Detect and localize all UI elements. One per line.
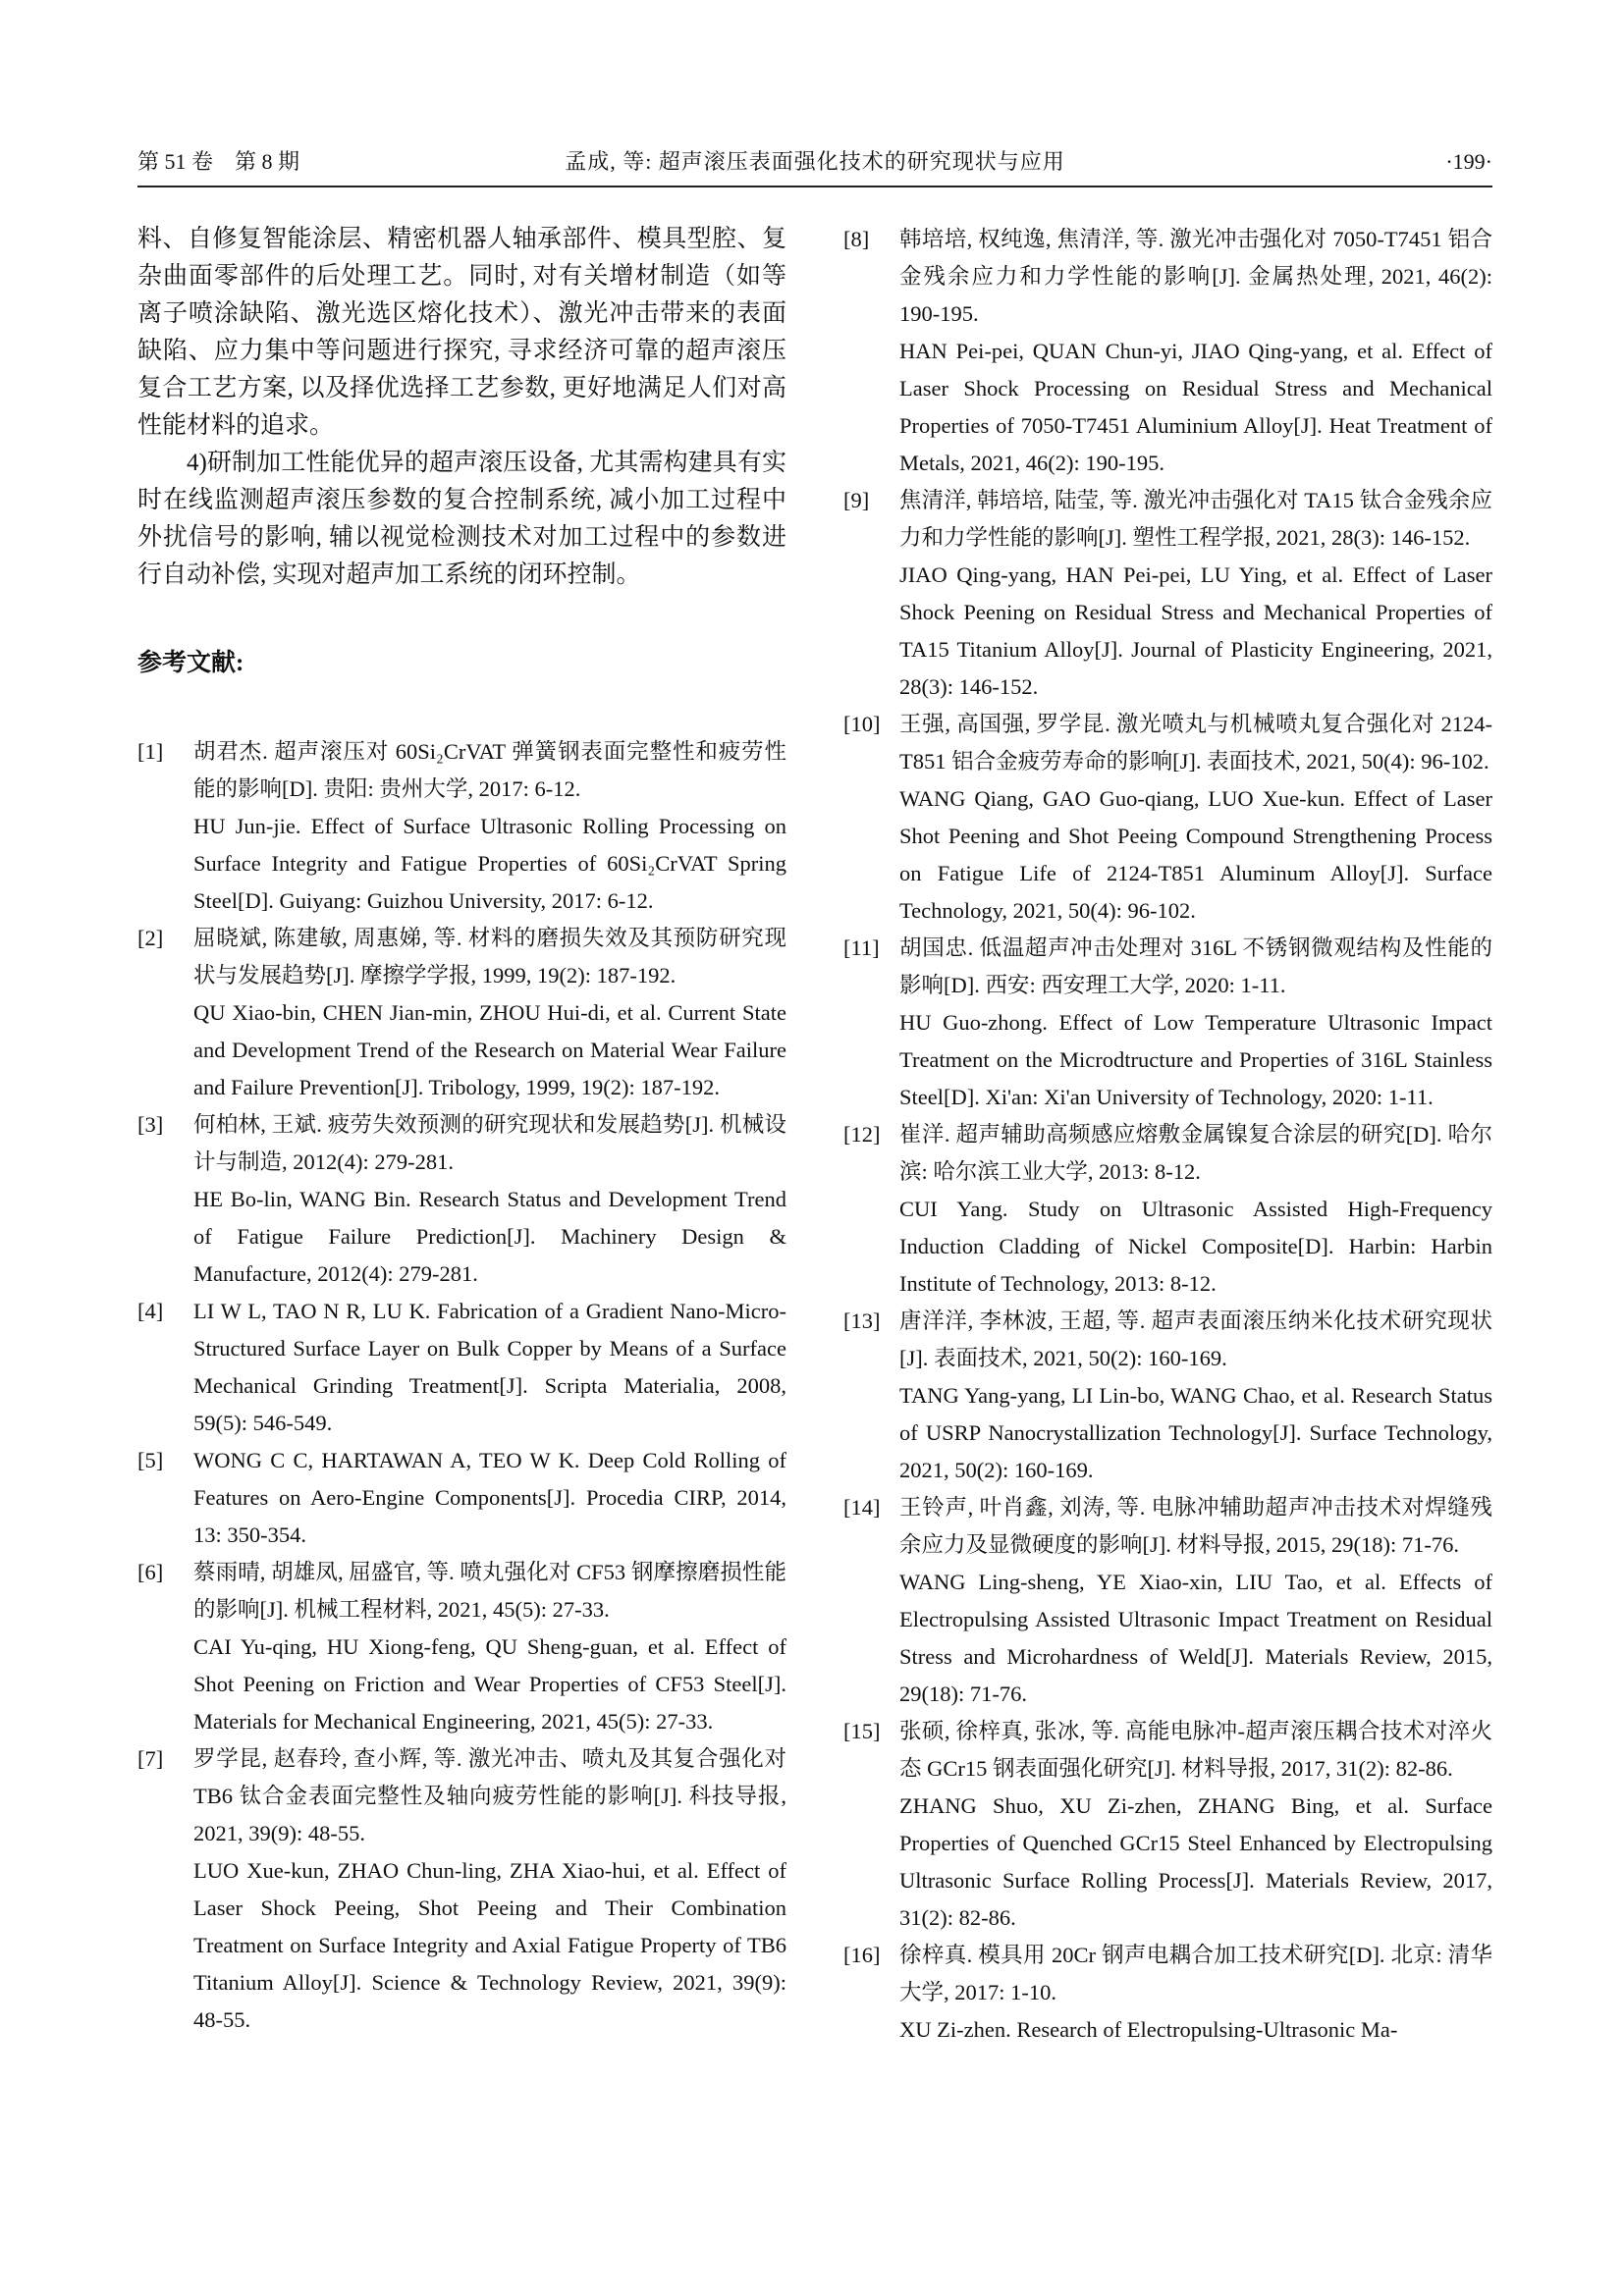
reference-text: 王强, 高国强, 罗学昆. 激光喷丸与机械喷丸复合强化对 2124-T851 铝合金疲劳寿命的影响[J]. 表面技术, 2021, 50(4): 96-102. [899,712,1492,774]
reference-number: [1] [137,739,164,764]
reference-number: [7] [137,1746,164,1771]
reference-text: WANG Qiang, GAO Guo-qiang, LUO Xue-kun. Effect of Laser Shot Peening and Shot Peeing Compound Strengthening Process on Fatigue Life of 2124-T851 Aluminum Alloy[J]. Surface Technology, 2021, 50(4): 96-102. [899,786,1492,923]
reference-text: HE Bo-lin, WANG Bin. Research Status and Development Trend of Fatigue Failure Prediction[J]. Machinery Design & Manufacture, 2012(4): 279-281. [193,1187,786,1286]
reference-number: [14] [843,1495,881,1520]
reference-number: [4] [137,1299,164,1323]
body-paragraph-continued: 料、自修复智能涂层、精密机器人轴承部件、模具型腔、复杂曲面零部件的后处理工艺。同时, 对有关增材制造（如等离子喷涂缺陷、激光选区熔化技术）、激光冲击带来的表面缺陷、应力集中等问题进行探究, 寻求经济可靠的超声滚压复合工艺方案, 以及择优选择工艺参数, 更好地满足人们对高性能材料的追求。 [137,226,786,439]
reference-number: [2] [137,926,164,950]
reference-number: [10] [843,712,881,736]
reference-text: LI W L, TAO N R, LU K. Fabrication of a Gradient Nano-Micro-Structured Surface Layer on Bulk Copper by Means of a Surface Mechanical Grinding Treatment[J]. Scripta Materialia, 2008, 59(5): 546-549. [193,1299,786,1435]
journal-issue: 第 51 卷 第 8 期 [137,149,300,174]
reference-number: [5] [137,1448,164,1472]
reference-number: [13] [843,1308,881,1333]
reference-item [843,1303,1492,1489]
reference-text: HU Jun-jie. Effect of Surface Ultrasonic Rolling Processing on Surface Integrity and Fatigue Properties of 60Si₂CrVAT Spring Steel[D]. Guiyang: Guizhou University, 2017: 6-12. [193,814,786,913]
reference-text: 唐洋洋, 李林波, 王超, 等. 超声表面滚压纳米化技术研究现状[J]. 表面技术, 2021, 50(2): 160-169. [899,1308,1492,1370]
reference-item [137,1554,786,1740]
reference-text: 崔洋. 超声辅助高频感应熔敷金属镍复合涂层的研究[D]. 哈尔滨: 哈尔滨工业大学, 2013: 8-12. [899,1122,1492,1184]
two-column-layout [137,221,1492,2049]
reference-number: [16] [843,1943,881,1967]
reference-text: 王铃声, 叶肖鑫, 刘涛, 等. 电脉冲辅助超声冲击技术对焊缝残余应力及显微硬度的影响[J]. 材料导报, 2015, 29(18): 71-76. [899,1495,1492,1557]
reference-text: HAN Pei-pei, QUAN Chun-yi, JIAO Qing-yang, et al. Effect of Laser Shock Processing on Residual Stress and Mechanical Properties of 7050-T7451 Aluminium Alloy[J]. Heat Treatment of Metals, 2021, 46(2): 190-195. [899,339,1492,475]
page-header [137,145,1492,187]
reference-text: 罗学昆, 赵春玲, 查小辉, 等. 激光冲击、喷丸及其复合强化对 TB6 钛合金表面完整性及轴向疲劳性能的影响[J]. 科技导报, 2021, 39(9): 48-55. [193,1746,786,1845]
reference-number: [12] [843,1122,881,1147]
reference-item [137,1106,786,1293]
right-column [843,221,1492,2049]
reference-item [843,706,1492,930]
reference-text: 张硕, 徐梓真, 张冰, 等. 高能电脉冲-超声滚压耦合技术对淬火态 GCr15 钢表面强化研究[J]. 材料导报, 2017, 31(2): 82-86. [899,1719,1492,1781]
reference-text: ZHANG Shuo, XU Zi-zhen, ZHANG Bing, et al. Surface Properties of Quenched GCr15 Steel Enhanced by Electropulsing Ultrasonic Surface Rolling Process[J]. Materials Review, 2017, 31(2): 82-86. [899,1793,1492,1930]
reference-text: 胡国忠. 低温超声冲击处理对 316L 不锈钢微观结构及性能的影响[D]. 西安: 西安理工大学, 2020: 1-11. [899,935,1492,997]
references-heading: 参考文献: [137,650,244,676]
reference-number: [8] [843,227,870,251]
reference-text: HU Guo-zhong. Effect of Low Temperature Ultrasonic Impact Treatment on the Microdtructure and Properties of 316L Stainless Steel[D]. Xi'an: Xi'an University of Technology, 2020: 1-11. [899,1010,1492,1109]
body-paragraph-item4: 4)研制加工性能优异的超声滚压设备, 尤其需构建具有实时在线监测超声滚压参数的复合控制系统, 减小加工过程中外扰信号的影响, 辅以视觉检测技术对加工过程中的参数进行自动补偿, 实现对超声加工系统的闭环控制。 [137,450,786,588]
reference-text: WONG C C, HARTAWAN A, TEO W K. Deep Cold Rolling of Features on Aero-Engine Components[J]. Procedia CIRP, 2014, 13: 350-354. [193,1448,786,1547]
reference-number: [11] [843,935,880,960]
reference-text: 焦清洋, 韩培培, 陆莹, 等. 激光冲击强化对 TA15 钛合金残余应力和力学性能的影响[J]. 塑性工程学报, 2021, 28(3): 146-152. [899,488,1492,550]
reference-item [137,1740,786,2039]
reference-text: LUO Xue-kun, ZHAO Chun-ling, ZHA Xiao-hui, et al. Effect of Laser Shock Peeing, Shot Peeing and Their Combination Treatment on Surface Integrity and Axial Fatigue Property of TB6 Titanium Alloy[J]. Science & Technology Review, 2021, 39(9): 48-55. [193,1858,786,2032]
reference-item [843,930,1492,1116]
reference-number: [3] [137,1112,164,1137]
references-list-right [843,221,1492,2049]
reference-text: 屈晓斌, 陈建敏, 周惠娣, 等. 材料的磨损失效及其预防研究现状与发展趋势[J]. 摩擦学学报, 1999, 19(2): 187-192. [193,926,786,988]
reference-text: XU Zi-zhen. Research of Electropulsing-Ultrasonic Ma- [899,2017,1398,2042]
reference-item [843,1489,1492,1713]
reference-number: [15] [843,1719,881,1743]
reference-text: 胡君杰. 超声滚压对 60Si₂CrVAT 弹簧钢表面完整性和疲劳性能的影响[D]. 贵阳: 贵州大学, 2017: 6-12. [193,739,786,801]
reference-item [843,221,1492,482]
references-list-left [137,733,786,2039]
reference-text: WANG Ling-sheng, YE Xiao-xin, LIU Tao, et al. Effects of Electropulsing Assisted Ultrasonic Impact Treatment on Residual Stress and Microhardness of Weld[J]. Materials Review, 2015, 29(18): 71-76. [899,1570,1492,1706]
reference-number: [6] [137,1560,164,1584]
reference-text: CUI Yang. Study on Ultrasonic Assisted High-Frequency Induction Cladding of Nickel Composite[D]. Harbin: Harbin Institute of Technology, 2013: 8-12. [899,1197,1492,1296]
left-column [137,221,786,2049]
reference-text: 蔡雨晴, 胡雄凤, 屈盛官, 等. 喷丸强化对 CF53 钢摩擦磨损性能的影响[J]. 机械工程材料, 2021, 45(5): 27-33. [193,1560,786,1622]
reference-text: 徐梓真. 模具用 20Cr 钢声电耦合加工技术研究[D]. 北京: 清华大学, 2017: 1-10. [899,1943,1492,2004]
reference-item [843,1713,1492,1937]
reference-item [843,1116,1492,1303]
reference-text: 何柏林, 王斌. 疲劳失效预测的研究现状和发展趋势[J]. 机械设计与制造, 2012(4): 279-281. [193,1112,786,1174]
reference-item [137,1293,786,1442]
page-number: ·199· [1445,149,1492,174]
reference-item [137,733,786,920]
reference-text: TANG Yang-yang, LI Lin-bo, WANG Chao, et al. Research Status of USRP Nanocrystallization Technology[J]. Surface Technology, 2021, 50(2): 160-169. [899,1383,1492,1482]
reference-number: [9] [843,488,870,512]
reference-item [137,1442,786,1554]
reference-text: JIAO Qing-yang, HAN Pei-pei, LU Ying, et al. Effect of Laser Shock Peening on Residual Stress and Mechanical Properties of TA15 Titanium Alloy[J]. Journal of Plasticity Engineering, 2021, 28(3): 146-152. [899,562,1492,699]
reference-text: 韩培培, 权纯逸, 焦清洋, 等. 激光冲击强化对 7050-T7451 铝合金残余应力和力学性能的影响[J]. 金属热处理, 2021, 46(2): 190-195. [899,227,1492,326]
reference-item [137,920,786,1106]
reference-text: QU Xiao-bin, CHEN Jian-min, ZHOU Hui-di, et al. Current State and Development Trend of the Research on Material Wear Failure and Failure Prevention[J]. Tribology, 1999, 19(2): 187-192. [193,1000,786,1099]
reference-item [843,482,1492,706]
reference-item [843,1937,1492,2049]
reference-text: CAI Yu-qing, HU Xiong-feng, QU Sheng-guan, et al. Effect of Shot Peening on Friction and Wear Properties of CF53 Steel[J]. Materials for Mechanical Engineering, 2021, 45(5): 27-33. [193,1634,786,1734]
running-title: 孟成, 等: 超声滚压表面强化技术的研究现状与应用 [565,149,1065,174]
